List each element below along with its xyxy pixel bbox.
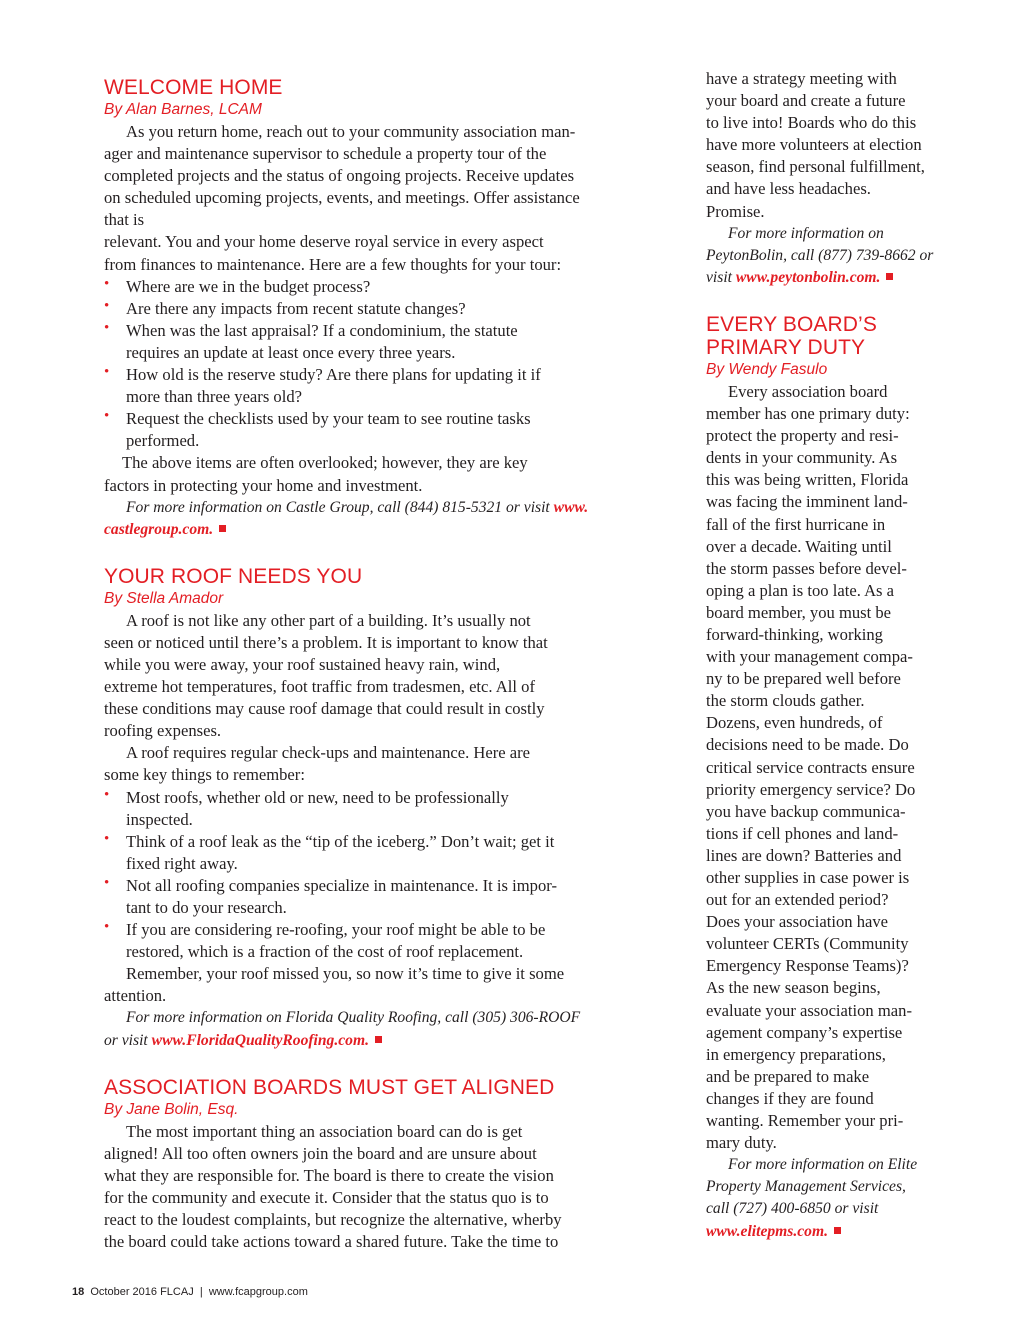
contact-info: [706, 267, 950, 289]
website-link[interactable]: www.elitepms.com.: [706, 1222, 829, 1240]
text-line: The most important thing an association board can do is get: [126, 1121, 523, 1141]
bullet-item: [104, 298, 624, 320]
text-line: react to the loudest complaints, but recognize the alternative, wherby: [104, 1210, 562, 1230]
info-text: or visit: [104, 1031, 148, 1049]
bullet-icon: •: [104, 874, 110, 891]
text-line: Dozens, even hundreds, of: [706, 713, 883, 733]
contact-info: [104, 519, 624, 541]
text-line: tant to do your research.: [126, 898, 287, 917]
text-line: ny to be prepared well before: [706, 669, 901, 689]
text-line: Emergency Response Teams)?: [706, 956, 909, 976]
text-line: the storm clouds gather.: [706, 691, 865, 711]
text-line: with your management compa-: [706, 647, 913, 667]
page-footer: [72, 1286, 308, 1298]
end-mark-icon: [219, 525, 226, 532]
bullet-icon: •: [104, 830, 110, 847]
text-line: A roof requires regular check-ups and maintenance. Here are: [126, 743, 531, 763]
text-line: completed projects and the status of ongoing projects. Receive updates: [104, 166, 575, 186]
bullet-icon: •: [104, 786, 110, 803]
text-line: Every association board: [728, 381, 888, 401]
text-line: Are there any impacts from recent statute changes?: [126, 298, 466, 318]
text-line: these conditions may cause roof damage that could result in costly: [104, 699, 545, 719]
text-line: while you were away, your roof sustained heavy rain, wind,: [104, 654, 501, 674]
text-line: other supplies in case power is: [706, 868, 910, 887]
text-line: performed.: [126, 431, 200, 451]
text-line: critical service contracts ensure: [706, 757, 915, 777]
text-line: this was being written, Florida: [706, 470, 909, 490]
bullet-icon: •: [104, 275, 110, 292]
text-line: If you are considering re-roofing, your roof might be able to be: [126, 920, 546, 940]
website-link[interactable]: www.peytonbolin.com.: [735, 268, 881, 286]
text-line: and be prepared to make: [706, 1066, 870, 1086]
text-line: more than three years old?: [126, 387, 303, 407]
article-byline: By Jane Bolin, Esq.: [104, 1100, 239, 1118]
text-line: fixed right away.: [126, 853, 238, 873]
contact-info: For more information on Elite: [728, 1156, 918, 1174]
website-link[interactable]: castlegroup.com.: [104, 520, 214, 538]
text-line: Request the checklists used by your team to see routine tasks: [126, 409, 531, 429]
footer-separator: |: [199, 1286, 203, 1298]
text-line: to live into! Boards who do this: [706, 113, 917, 133]
text-line: was facing the imminent land-: [706, 492, 908, 512]
contact-info: Property Management Services,: [706, 1178, 906, 1196]
text-line: lines are down? Batteries and: [706, 845, 902, 865]
text-line: the storm passes before devel-: [706, 558, 907, 578]
text-line: volunteer CERTs (Community: [706, 934, 909, 954]
text-line: what they are responsible for. The board is there to create the vision: [104, 1165, 554, 1185]
text-line: Does your association have: [706, 912, 889, 932]
text-line: for the community and execute it. Consider that the status quo is to: [104, 1187, 549, 1207]
text-line: board member, you must be: [706, 602, 892, 622]
text-line: relevant. You and your home deserve royal service in every aspect: [104, 232, 544, 252]
text-line: When was the last appraisal? If a condominium, the statute: [126, 320, 518, 340]
right-column: [706, 68, 950, 1243]
info-text: For more information on Castle Group, call (844) 815-5321 or visit: [126, 498, 550, 516]
text-line: have more volunteers at election: [706, 135, 922, 155]
text-line: Think of a roof leak as the “tip of the iceberg.” Don’t wait; get it: [126, 831, 555, 851]
bullet-icon: •: [104, 319, 110, 336]
text-line: wanting. Remember your pri-: [706, 1111, 904, 1131]
text-line: some key things to remember:: [104, 765, 305, 785]
page-number: 18: [72, 1286, 85, 1298]
issue-label: October 2016 FLCAJ: [90, 1286, 194, 1298]
text-line: aligned! All too often owners join the board and are unsure about: [104, 1143, 537, 1163]
article-title: [706, 313, 950, 359]
text-line: decisions need to be made. Do: [706, 735, 909, 755]
text-line: your board and create a future: [706, 91, 906, 111]
text-line: you have backup communica-: [706, 801, 906, 821]
text-line: on scheduled upcoming projects, events, and meetings. Offer assistance: [104, 188, 580, 208]
text-line: seen or noticed until there’s a problem. It is important to know that: [104, 632, 548, 652]
text-line: restored, which is a fraction of the cost of roof replacement.: [126, 942, 524, 962]
text-line: in emergency preparations,: [706, 1044, 886, 1064]
bullet-item: [104, 408, 624, 452]
text-line: over a decade. Waiting until: [706, 536, 892, 556]
text-line: requires an update at least once every three years.: [126, 342, 456, 362]
contact-info: call (727) 400-6850 or visit: [706, 1200, 879, 1218]
text-line: the board could take actions toward a shared future. Take the time to: [104, 1232, 559, 1252]
text-line: As the new season begins,: [706, 978, 881, 998]
article-body: [706, 381, 950, 1154]
text-line: forward-thinking, working: [706, 624, 883, 644]
text-line: roofing expenses.: [104, 721, 222, 741]
bullet-item: [104, 364, 624, 408]
text-line: oping a plan is too late. As a: [706, 580, 895, 600]
end-mark-icon: [375, 1036, 382, 1043]
bullet-item: [104, 919, 624, 963]
end-mark-icon: [834, 1227, 841, 1234]
text-line: dents in your community. As: [706, 448, 898, 468]
text-line: out for an extended period?: [706, 890, 889, 910]
article-body: [104, 121, 624, 541]
text-line: evaluate your association man-: [706, 1000, 912, 1020]
text-line: inspected.: [126, 809, 193, 829]
text-line: factors in protecting your home and investment.: [104, 475, 423, 495]
article-byline: By Wendy Fasulo: [706, 360, 828, 378]
bullet-icon: •: [104, 408, 110, 425]
bullet-item: [104, 787, 624, 831]
bullet-icon: •: [104, 297, 110, 314]
info-text: visit: [706, 268, 732, 286]
text-line: that is: [104, 210, 145, 230]
text-line: season, find personal fulfillment,: [706, 157, 925, 177]
text-line: from finances to maintenance. Here are a few thoughts for your tour:: [104, 254, 562, 274]
text-line: Where are we in the budget process?: [126, 276, 371, 296]
bullet-icon: •: [104, 919, 110, 936]
title-line: PRIMARY DUTY: [706, 335, 866, 359]
text-line: mary duty.: [706, 1133, 777, 1153]
website-link[interactable]: www.: [553, 498, 589, 516]
article-title: ASSOCIATION BOARDS MUST GET ALIGNED: [104, 1075, 555, 1099]
contact-info: For more information on: [728, 224, 884, 242]
bullet-icon: •: [104, 364, 110, 381]
left-column: [104, 76, 624, 1253]
text-line: Promise.: [706, 201, 765, 221]
contact-info: PeytonBolin, call (877) 739-8662 or: [706, 246, 934, 264]
text-line: tions if cell phones and land-: [706, 823, 899, 843]
article-body: [104, 610, 624, 1052]
bullet-item: [104, 320, 624, 364]
text-line: How old is the reserve study? Are there plans for updating it if: [126, 365, 541, 385]
text-line: member has one primary duty:: [706, 404, 910, 424]
text-line: As you return home, reach out to your community association man-: [126, 122, 576, 141]
text-line: have a strategy meeting with: [706, 69, 897, 88]
footer-website[interactable]: www.fcapgroup.com: [208, 1286, 308, 1298]
bullet-item: [104, 875, 624, 919]
contact-info: [104, 497, 624, 519]
text-line: Not all roofing companies specialize in maintenance. It is impor-: [126, 875, 557, 895]
text-line: Remember, your roof missed you, so now it’s time to give it some: [126, 964, 565, 984]
text-line: agement company’s expertise: [706, 1022, 903, 1042]
article-byline: By Stella Amador: [104, 589, 224, 607]
contact-info: For more information on Florida Quality Roofing, call (305) 306-ROOF: [126, 1009, 581, 1027]
article-byline: By Alan Barnes, LCAM: [104, 101, 262, 118]
article-title: WELCOME HOME: [104, 76, 283, 99]
text-line: protect the property and resi-: [706, 426, 899, 446]
article-continuation: [706, 68, 950, 289]
website-link[interactable]: www.FloridaQualityRoofing.com.: [151, 1031, 370, 1049]
text-line: and have less headaches.: [706, 179, 871, 199]
article-title: YOUR ROOF NEEDS YOU: [104, 564, 363, 588]
title-line: EVERY BOARD’S: [706, 312, 877, 336]
text-line: ager and maintenance supervisor to schedule a property tour of the: [104, 144, 547, 164]
text-line: The above items are often overlooked; however, they are key: [122, 453, 528, 473]
text-line: priority emergency service? Do: [706, 779, 916, 799]
contact-info: [706, 1221, 950, 1243]
text-line: attention.: [104, 986, 167, 1006]
text-line: extreme hot temperatures, foot traffic from tradesmen, etc. All of: [104, 677, 535, 697]
end-mark-icon: [886, 273, 893, 280]
contact-info: [104, 1030, 624, 1052]
text-line: changes if they are found: [706, 1088, 874, 1108]
bullet-item: [104, 831, 624, 875]
text-line: Most roofs, whether old or new, need to be professionally: [126, 787, 509, 807]
bullet-item: [104, 276, 624, 298]
text-line: A roof is not like any other part of a building. It’s usually not: [126, 610, 531, 630]
text-line: fall of the first hurricane in: [706, 514, 886, 534]
article-body: [104, 1121, 624, 1254]
